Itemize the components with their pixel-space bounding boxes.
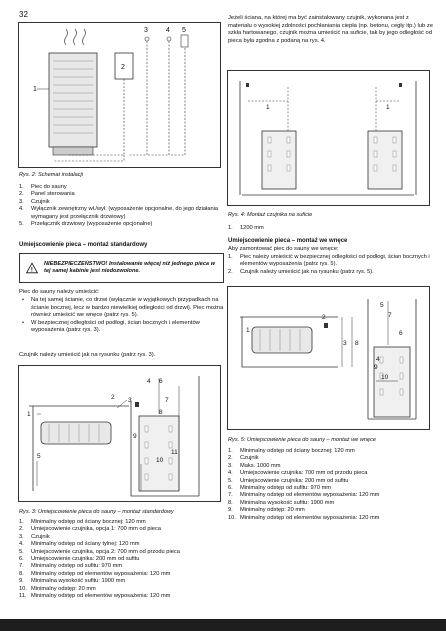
list-item: • Na tej samej ścianie, co drzwi (wyłącznie w wyjątkowych przypadkach na ścianie bocznej, lecz w bardzo niewielkiej odległości od drzwi). Piec można również umieścić we wnęce (patrz rys. 5). <box>19 297 224 320</box>
callout-5: 5 <box>37 453 41 460</box>
callout-10: 10 <box>381 374 389 381</box>
list-item: 9. Minimalny odstęp: 20 mm <box>228 507 305 514</box>
figure-4-caption: Rys. 4: Montaż czujnika na suficie <box>228 212 313 218</box>
list-item: 2. Czujnik należy umieścić jak na rysunku (patrz rys. 5). <box>228 268 374 275</box>
list-item: • W bezpiecznej odległości od podłogi, ścian bocznych i elementów wyposażenia (patrz rys. 3). <box>19 320 224 335</box>
callout-11: 11 <box>171 449 178 456</box>
recess-steps <box>228 254 433 276</box>
callout-2: 2 <box>121 64 125 71</box>
list-item: 2. Panel sterowania <box>19 191 75 198</box>
warning-icon <box>26 260 38 276</box>
list-item: 1. 1200 mm <box>228 225 264 231</box>
page-footer-bar <box>0 619 446 631</box>
list-item: 5. Umiejscowienie czujnika: 200 mm od sufitu <box>228 477 349 484</box>
callout-8: 8 <box>355 340 359 347</box>
danger-warning-box <box>19 253 224 283</box>
figure-2-legend <box>19 184 224 228</box>
callout-1: 1 <box>266 104 270 111</box>
list-item: 5. Umiejscowienie czujnika, opcja 2: 700 mm od przodu pieca <box>19 548 180 555</box>
list-item: 10. Minimalny odstęp od elementów wyposażenia: 120 mm <box>228 514 380 521</box>
page-number: 32 <box>19 10 28 19</box>
list-item: 9. Minimalna wysokość sufitu: 1900 mm <box>19 578 126 585</box>
ceiling-sensor-text: Jeżeli ściana, na której ma być zainstalowany czujnik, wykonana jest z materiału o wysokiej zdolności pochłaniania ciepła (np. betonu, cegły itp.) lub ze szkła hartowanego, czujnik można umieścić na suficie, tak by jego odległość od pieca była zgodna z podaną na rys. 4. <box>228 15 433 44</box>
callout-7: 7 <box>388 312 392 319</box>
callout-1: 1 <box>27 411 31 418</box>
svg-text:!: ! <box>30 267 33 274</box>
figure-3-caption: Rys. 3: Umiejscowienie pieca do sauny – montaż standardowy <box>19 509 174 515</box>
list-item: 2. Czujnik <box>228 455 259 462</box>
figure-5-legend <box>228 448 433 522</box>
list-item: 1. Piec należy umieścić w bezpiecznej odległości od podłogi, ścian bocznych i elementów wyposażenia (patrz rys. 5). <box>228 254 430 268</box>
list-item: 4. Wyłącznik zewnętrzny wł./wył. (wyposażenie opcjonalne, do jego działania wymagany jest przełącznik drzwiowy) <box>19 206 219 220</box>
callout-5: 5 <box>182 27 186 34</box>
callout-7: 7 <box>165 397 169 404</box>
callout-3: 3 <box>144 27 148 34</box>
list-item: 4. Minimalny odstęp od ściany tylnej: 120 mm <box>19 541 140 548</box>
figure-2-installation-diagram <box>18 22 221 168</box>
list-item: 2. Umiejscowienie czujnika, opcja 1: 700 mm od pieca <box>19 526 161 533</box>
callout-5: 5 <box>380 302 384 309</box>
list-item: 3. Czujnik <box>19 533 50 540</box>
warning-text: NIEBEZPIECZEŃSTWO! Instalowanie więcej niż jednego pieca w tej samej kabinie jest niedozwolone. <box>44 261 215 274</box>
callout-1: 1 <box>386 104 390 111</box>
callout-4: 4 <box>166 27 170 34</box>
callout-2: 2 <box>322 314 326 321</box>
section-heading-standard: Umiejscowienie pieca – montaż standardowy <box>19 242 148 248</box>
figure-5-recess-placement <box>227 286 430 430</box>
figure-4-legend <box>228 225 433 232</box>
callout-9: 9 <box>374 364 378 371</box>
callout-1: 1 <box>246 327 250 334</box>
callout-6: 6 <box>399 330 403 337</box>
recess-intro: Aby zamontować piec do sauny we wnęce: <box>228 246 339 252</box>
list-item: 1. Piec do sauny <box>19 184 67 190</box>
list-item: 8. Minimalna wysokość sufitu: 1900 mm <box>228 499 335 506</box>
list-item: 6. Minimalny odstęp od sufitu: 970 mm <box>228 485 332 492</box>
list-item: 3. Czujnik <box>19 198 50 205</box>
figure-4-ceiling-sensor <box>227 70 430 206</box>
sensor-text: Czujnik należy umieścić jak na rysunku (patrz rys. 3). <box>19 352 156 358</box>
callout-4: 4 <box>147 378 151 385</box>
list-item: 10. Minimalny odstęp: 20 mm <box>19 585 96 592</box>
list-item: 7. Minimalny odstęp od elementów wyposażenia: 120 mm <box>228 492 380 499</box>
section-heading-recess: Umiejscowienie pieca – montaż we wnęce <box>228 238 348 244</box>
list-item: 6. Umiejscowienie czujnika: 200 mm od sufitu <box>19 556 140 563</box>
callout-9: 9 <box>133 433 137 440</box>
placement-bullets <box>19 297 224 335</box>
list-item: 5. Przełącznik drzwiowy (wyposażenie opcjonalne) <box>19 221 153 228</box>
callout-8: 8 <box>159 409 163 416</box>
figure-2-caption: Rys. 2: Schemat instalacji <box>19 172 84 178</box>
list-item: 4. Umiejscowienie czujnika: 700 mm od przodu pieca <box>228 470 368 477</box>
intro-text: Piec do sauny należy umieścić: <box>19 289 100 295</box>
callout-3: 3 <box>343 340 347 347</box>
callout-6: 6 <box>159 378 163 385</box>
list-item: 11. Minimalny odstęp od elementów wyposażenia: 120 mm <box>19 593 171 600</box>
callout-4: 4 <box>376 356 380 363</box>
callout-3: 3 <box>128 397 132 404</box>
list-item: 1. Minimalny odstęp od ściany bocznej: 120 mm <box>228 448 355 454</box>
figure-3-standard-placement <box>18 365 221 502</box>
callout-1: 1 <box>33 86 37 93</box>
list-item: 8. Minimalny odstęp od elementów wyposażenia: 120 mm <box>19 570 171 577</box>
list-item: 7. Minimalny odstęp od sufitu: 970 mm <box>19 563 123 570</box>
callout-10: 10 <box>156 457 164 464</box>
figure-3-legend <box>19 519 224 600</box>
callout-2: 2 <box>111 394 115 401</box>
list-item: 3. Maks. 1000 mm <box>228 462 281 469</box>
figure-5-caption: Rys. 5: Umiejscowienie pieca do sauny – montaż we wnęce <box>228 437 376 443</box>
list-item: 1. Minimalny odstęp od ściany bocznej: 120 mm <box>19 519 146 525</box>
